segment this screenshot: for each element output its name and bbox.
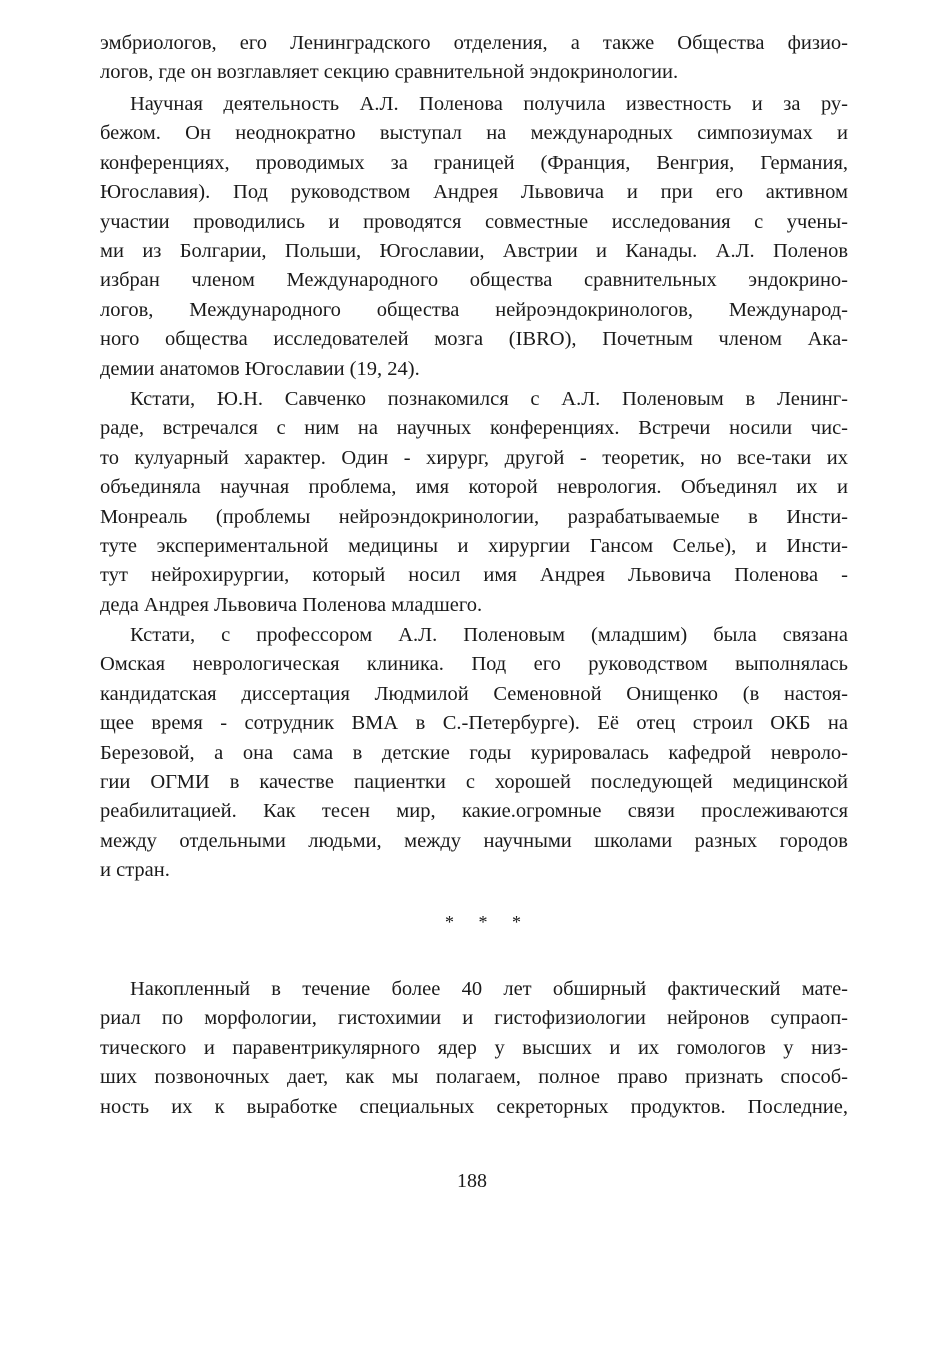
paragraph-accumulated-material [100, 975, 848, 1122]
text-line: тут нейрохирургии, который носил имя Андрея Львовича Поленова - [100, 564, 848, 587]
text-line: эмбриологов, его Ленинградского отделения, а также Общества физио- [100, 32, 848, 54]
text-line: конференциях, проводимых за границей (Франция, Венгрия, Германия, [100, 151, 848, 174]
section-separator: * * * [445, 912, 531, 932]
text-line: избран членом Международного общества сравнительных эндокрино- [100, 269, 848, 292]
text-line: демии анатомов Югославии (19, 24). [100, 357, 420, 380]
text-line: деда Андрея Львовича Поленова младшего. [100, 593, 483, 616]
text-line: ми из Болгарии, Польши, Югославии, Австрии и Канады. А.Л. Поленов [100, 239, 848, 262]
text-line: логов, Международного общества нейроэндокринологов, Международ- [100, 298, 848, 321]
paragraph-continuation [100, 29, 848, 88]
text-line: раде, встречался с ним на научных конференциях. Встречи носили чис- [100, 417, 848, 440]
text-line: тического и паравентрикулярного ядер у высших и их гомологов у низ- [100, 1036, 848, 1059]
paragraph-savchenko [100, 385, 848, 620]
text-line: туте экспериментальной медицины и хирургии Гансом Селье), и Инсти- [100, 534, 848, 557]
text-line: Березовой, а она сама в детские годы курировалась кафедрой невроло- [100, 741, 848, 764]
text-line: и стран. [100, 859, 170, 882]
text-line: бежом. Он неоднократно выступал на международных симпозиумах и [100, 122, 848, 145]
text-line: риал по морфологии, гистохимии и гистофизиологии нейронов супраоп- [100, 1007, 848, 1030]
text-line: Кстати, с профессором А.Л. Поленовым (младшим) была связана [130, 624, 848, 646]
text-line: логов, где он возглавляет секцию сравнительной эндокринологии. [100, 61, 679, 84]
text-line: Югославия). Под руководством Андрея Львовича и при его активном [100, 181, 848, 204]
text-line: ших позвоночных дает, как мы полагаем, полное право признать способ- [100, 1066, 848, 1089]
text-line: щее время - сотрудник ВМА в С.-Петербурге). Её отец строил ОКБ на [100, 712, 848, 735]
paragraph-omsk-clinic [100, 621, 848, 886]
text-line: гии ОГМИ в качестве пациентки с хорошей последующей медицинской [100, 770, 848, 793]
text-line: кандидатская диссертация Людмилой Семеновной Онищенко (в настоя- [100, 682, 848, 705]
text-line: Научная деятельность А.Л. Поленова получила известность и за ру- [130, 93, 848, 115]
text-line: то кулуарный характер. Один - хирург, другой - теоретик, но все-таки их [100, 446, 848, 469]
text-line: Накопленный в течение более 40 лет обширный фактический мате- [130, 978, 848, 1000]
text-line: реабилитацией. Как тесен мир, какие.огромные связи прослеживаются [100, 800, 848, 823]
text-line: ность их к выработке специальных секреторных продуктов. Последние, [100, 1095, 848, 1118]
text-line: ного общества исследователей мозга (IBRO), Почетным членом Ака- [100, 328, 848, 351]
text-line: Кстати, Ю.Н. Савченко познакомился с А.Л. Поленовым в Ленинг- [130, 388, 848, 410]
text-line: между отдельными людьми, между научными школами разных городов [100, 829, 848, 852]
page-number: 188 [457, 1170, 487, 1192]
text-line: Омская неврологическая клиника. Под его руководством выполнялась [100, 653, 848, 676]
text-line: Монреаль (проблемы нейроэндокринологии, разрабатываемые в Инсти- [100, 505, 848, 528]
text-line: участии проводились и проводятся совместные исследования с учены- [100, 210, 848, 233]
text-line: объединяла научная проблема, имя которой неврология. Объединял их и [100, 476, 848, 499]
paragraph-scientific-activity [100, 90, 848, 384]
